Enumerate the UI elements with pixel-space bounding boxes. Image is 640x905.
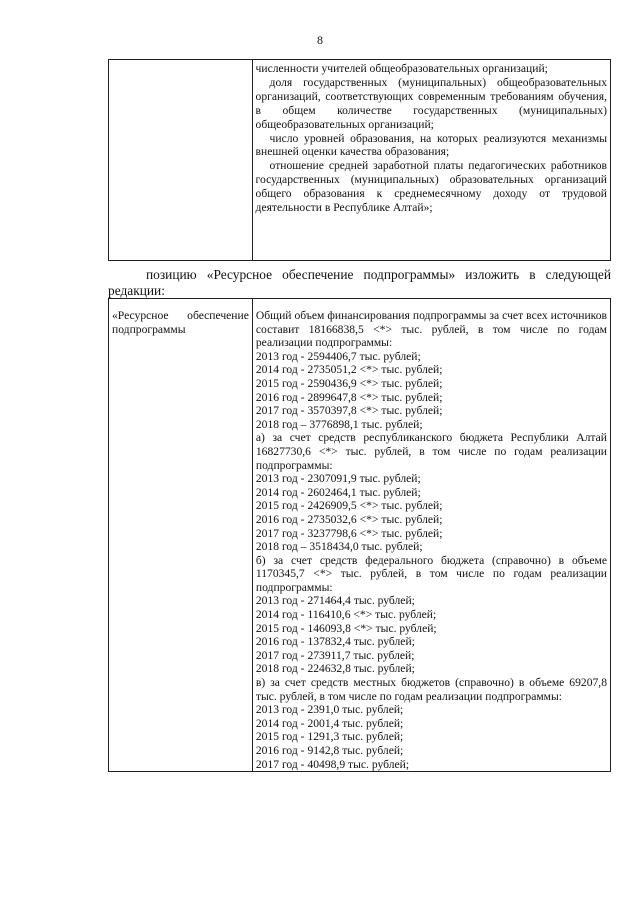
paragraph-teacher-count: численности учителей общеобразовательных организаций;	[255, 62, 548, 75]
page-number: 8	[317, 33, 323, 47]
b-year-line: 2015 год - 146093,8 <*> тыс. рублей;	[255, 621, 437, 635]
resource-label-cell	[109, 299, 253, 772]
section-b-heading: б) за счет средств федерального бюджета (справочно) в объеме 1170345,7 <*> тыс. рублей, в том числе по годам реализации подпрограммы:	[255, 553, 607, 594]
paragraph-assessment-levels: число уровней образования, на которых реализуются механизмы внешней оценки качества образования;	[255, 131, 607, 159]
total-year-line: 2018 год – 3776898,1 тыс. рублей;	[255, 417, 423, 431]
b-year-line: 2014 год - 116410,6 <*> тыс. рублей;	[255, 608, 437, 622]
total-intro: Общий объем финансирования подпрограммы за счет всех источников составит 18166838,5 <*> тыс. рублей, в том числе по годам реализации подпрограммы:	[255, 309, 607, 350]
resource-table	[108, 298, 611, 772]
c-year-line: 2016 год - 9142,8 тыс. рублей;	[255, 744, 404, 757]
total-year-line: 2015 год - 2590436,9 <*> тыс. рублей;	[255, 376, 443, 390]
a-year-line: 2016 год - 2735032,6 <*> тыс. рублей;	[255, 512, 443, 526]
a-year-line: 2018 год – 3518434,0 тыс. рублей;	[255, 540, 423, 554]
resource-label: «Ресурсное обеспечение подпрограммы	[112, 309, 249, 336]
total-year-line: 2014 год - 2735051,2 <*> тыс. рублей;	[255, 363, 443, 377]
a-year-line: 2014 год - 2602464,1 тыс. рублей;	[255, 485, 421, 499]
b-year-line: 2016 год - 137832,4 тыс. рублей;	[255, 635, 415, 649]
c-year-line: 2014 год - 2001,4 тыс. рублей;	[255, 716, 404, 730]
top-table	[108, 59, 611, 261]
total-year-line: 2016 год - 2899647,8 <*> тыс. рублей;	[255, 390, 443, 404]
amendment-text: позицию «Ресурсное обеспечение подпрограммы» изложить в следующей редакции:	[108, 267, 611, 298]
top-table-left-cell	[109, 60, 253, 261]
total-year-line: 2013 год - 2594406,7 тыс. рублей;	[255, 349, 421, 363]
b-year-line: 2013 год - 271464,4 тыс. рублей;	[255, 594, 415, 608]
resource-content-cell	[252, 299, 610, 772]
total-year-line: 2017 год - 3570397,8 <*> тыс. рублей;	[255, 404, 443, 418]
top-table-right-cell	[252, 60, 610, 261]
c-year-line: 2015 год - 1291,3 тыс. рублей;	[255, 730, 404, 744]
paragraph-salary-ratio: отношение средней заработной платы педагогических работников государственных (муниципальных) образовательных организаций общего образования к среднемесячному доходу от трудовой деятельности в Республике Алтай»;	[255, 159, 607, 215]
section-a-heading: а) за счет средств республиканского бюджета Республики Алтай 16827730,6 <*> тыс. рублей, в том числе по годам реализации подпрограммы:	[255, 431, 607, 472]
a-year-line: 2013 год - 2307091,9 тыс. рублей;	[255, 472, 421, 486]
b-year-line: 2018 год - 224632,8 тыс. рублей;	[255, 662, 415, 676]
section-c-heading: в) за счет средств местных бюджетов (справочно) в объеме 69207,8 тыс. рублей, в том числе по годам реализации подпрограммы:	[255, 676, 607, 703]
a-year-line: 2017 год - 3237798,6 <*> тыс. рублей;	[255, 526, 443, 540]
c-year-line: 2017 год - 40498,9 тыс. рублей;	[255, 757, 410, 771]
a-year-line: 2015 год - 2426909,5 <*> тыс. рублей;	[255, 499, 443, 513]
b-year-line: 2017 год - 273911,7 тыс. рублей;	[255, 648, 415, 662]
paragraph-modern-requirements: доля государственных (муниципальных) общеобразовательных организаций, соответствующих современным требованиям обучения, в общем количестве государственных (муниципальных) общеобразовательных организаций;	[255, 75, 607, 131]
c-year-line: 2013 год - 2391,0 тыс. рублей;	[255, 703, 404, 717]
